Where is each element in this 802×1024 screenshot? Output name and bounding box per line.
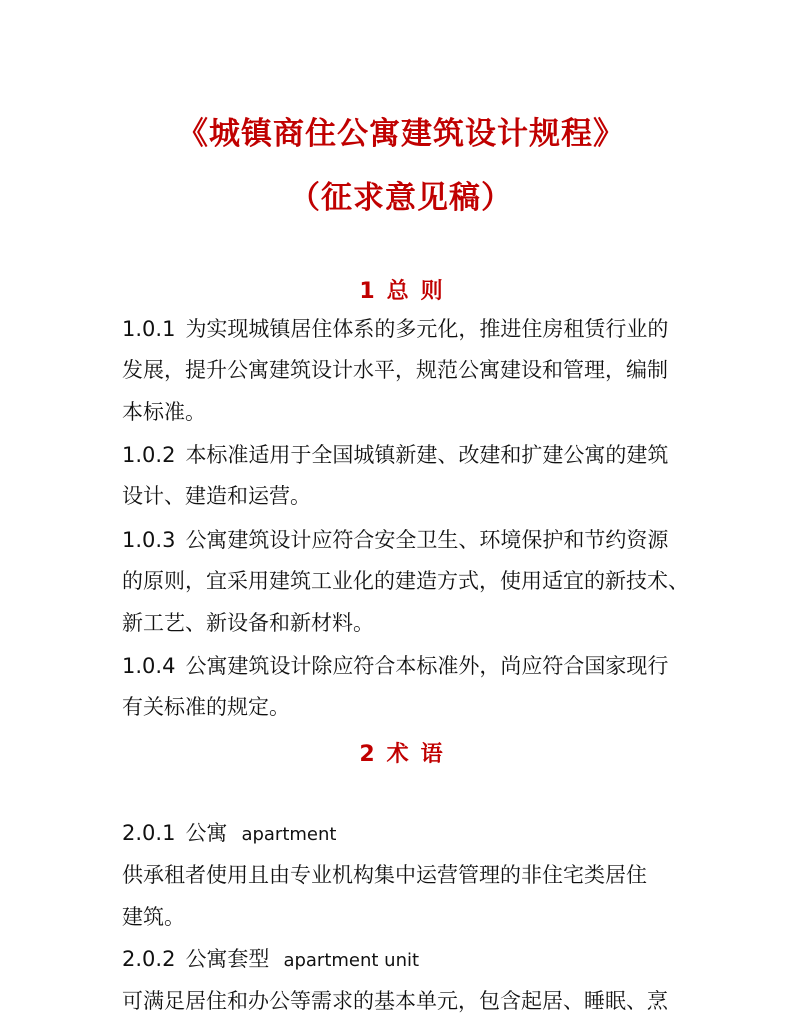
clause-number: 1.0.1 (122, 317, 176, 341)
clause-text-line: 新工艺、新设备和新材料。 (122, 611, 374, 635)
section-title-part: 语 (420, 742, 443, 767)
term-number: 2.0.2 (122, 947, 176, 971)
term-2-0-2 (122, 944, 419, 976)
section-number: 1 (359, 279, 375, 304)
document-subtitle: （征求意见稿） (289, 180, 513, 216)
term-2-0-1 (122, 818, 336, 850)
clause-text-line: 为实现城镇居住体系的多元化，推进住房租赁行业的 (185, 317, 669, 341)
section-1-heading (0, 274, 802, 305)
clause-1-0-4 (122, 651, 668, 681)
clause-text-line: 的原则，宜采用建筑工业化的建造方式，使用适宜的新技术、 (122, 569, 689, 593)
term-definition-line: 可满足居住和办公等需求的基本单元，包含起居、睡眠、烹 (122, 989, 668, 1013)
term-english: apartment unit (283, 950, 420, 971)
document-title: 《城镇商住公寓建筑设计规程》 (177, 116, 625, 152)
clause-text-line: 发展，提升公寓建筑设计水平，规范公寓建设和管理，编制 (122, 358, 668, 382)
clause-number: 1.0.2 (122, 443, 176, 467)
clause-text-line: 本标准。 (122, 400, 206, 424)
term-number: 2.0.1 (122, 821, 176, 845)
term-chinese: 公寓套型 (185, 947, 270, 971)
clause-text-line: 设计、建造和运营。 (122, 484, 311, 508)
clause-text-line: 有关标准的规定。 (122, 695, 290, 719)
clause-1-0-3 (122, 525, 668, 555)
clause-text-line: 公寓建筑设计应符合安全卫生、环境保护和节约资源 (185, 528, 669, 552)
section-title-part: 则 (420, 279, 443, 304)
term-english: apartment (241, 824, 337, 845)
section-number: 2 (359, 742, 375, 767)
clause-number: 1.0.4 (122, 654, 176, 678)
section-title-part: 总 (386, 279, 409, 304)
clause-text-line: 公寓建筑设计除应符合本标准外，尚应符合国家现行 (185, 654, 669, 678)
section-2-heading (0, 737, 802, 768)
term-definition-line: 供承租者使用且由专业机构集中运营管理的非住宅类居住 (122, 863, 647, 887)
term-chinese: 公寓 (185, 821, 228, 845)
clause-1-0-1 (122, 314, 668, 344)
term-definition-line: 建筑。 (122, 905, 185, 929)
clause-1-0-2 (122, 440, 668, 470)
clause-text-line: 本标准适用于全国城镇新建、改建和扩建公寓的建筑 (185, 443, 669, 467)
section-title-part: 术 (386, 742, 409, 767)
clause-number: 1.0.3 (122, 528, 176, 552)
